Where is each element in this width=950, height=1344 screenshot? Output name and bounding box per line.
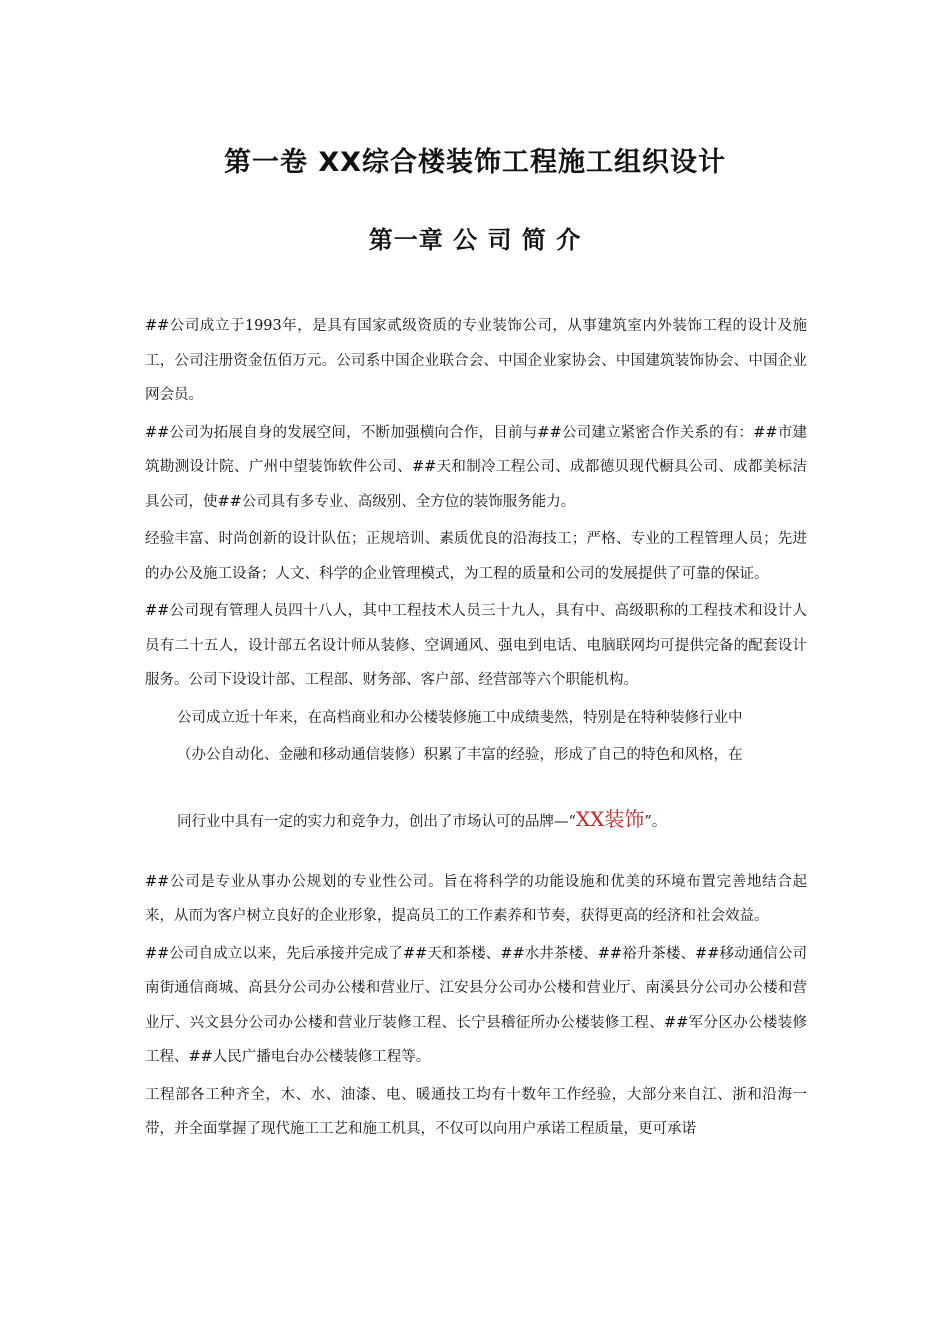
- paragraphs-after: [145, 865, 807, 1147]
- paragraph-office-planning: ##公司是专业从事办公规划的专业性公司。旨在将科学的功能设施和优美的环境布置完善地结合起来，从而为客户树立良好的企业形象，提高员工的工作素养和节奏，获得更高的经济和社会效益。: [145, 873, 807, 924]
- paragraph-engineering: 工程部各工种齐全，木、水、油漆、电、暖通技工均有十数年工作经验，大部分来自江、浙和沿海一带，并全面掌握了现代施工工艺和施工机具，不仅可以向用户承诺工程质量，更可承诺: [145, 1086, 807, 1137]
- paragraph-company-founding: ##公司成立于1993年，是具有国家贰级资质的专业装饰公司，从事建筑室内外装饰工程的设计及施工，公司注册资金伍佰万元。公司系中国企业联合会、中国企业家协会、中国建筑装饰协会、中国企业网会员。: [145, 318, 807, 403]
- document-title: 第一卷 XX综合楼装饰工程施工组织设计: [223, 147, 727, 178]
- achievements-line-2: （办公自动化、金融和移动通信装修）积累了丰富的经验，形成了自己的特色和风格，在: [177, 746, 743, 763]
- paragraph-staff: ##公司现有管理人员四十八人，其中工程技术人员三十九人，具有中、高级职称的工程技术和设计人员有二十五人，设计部五名设计师从装修、空调通风、强电到电话、电脑联网均可提供完备的配套设计服务。公司下设设计部、工程部、财务部、客户部、经营部等六个职能机构。: [145, 603, 807, 688]
- achievements-line-3: [177, 775, 807, 859]
- chapter-title: 第一章 公 司 简 介: [368, 226, 582, 254]
- achievements-line-1: 公司成立近十年来，在高档商业和办公楼装修施工中成绩斐然，特别是在特种装修行业中: [177, 709, 743, 726]
- achievements-line-3-end: ”。: [644, 813, 667, 830]
- paragraph-projects: ##公司自成立以来，先后承接并完成了##天和茶楼、##水井茶楼、##裕升茶楼、##移动通信公司南街通信商城、高县分公司办公楼和营业厅、江安县分公司办公楼和营业厅、南溪县分公司办公楼和营业厅、兴文县分公司办公楼和营业厅装修工程、长宁县稽征所办公楼装修工程、##军分区办公楼装修工程、##人民广播电台办公楼装修工程等。: [145, 945, 807, 1065]
- achievements-line-3-text: 同行业中具有一定的实力和竞争力，创出了市场认可的品牌—“: [177, 813, 576, 830]
- paragraph-team: 经验丰富、时尚创新的设计队伍；正规培训、素质优良的沿海技工；严格、专业的工程管理人员；先进的办公及施工设备；人文、科学的企业管理模式，为工程的质量和公司的发展提供了可靠的保证。: [145, 531, 807, 582]
- brand-name: XX装饰: [575, 806, 645, 831]
- paragraph-achievements: [145, 701, 807, 859]
- paragraph-cooperation: ##公司为拓展自身的发展空间，不断加强横向合作，目前与##公司建立紧密合作关系的有：##市建筑勘测设计院、广州中望装饰软件公司、##天和制冷工程公司、成都德贝现代橱具公司、成都美标洁具公司，使##公司具有多专业、高级别、全方位的装饰服务能力。: [145, 424, 807, 510]
- document-body: [145, 309, 807, 1150]
